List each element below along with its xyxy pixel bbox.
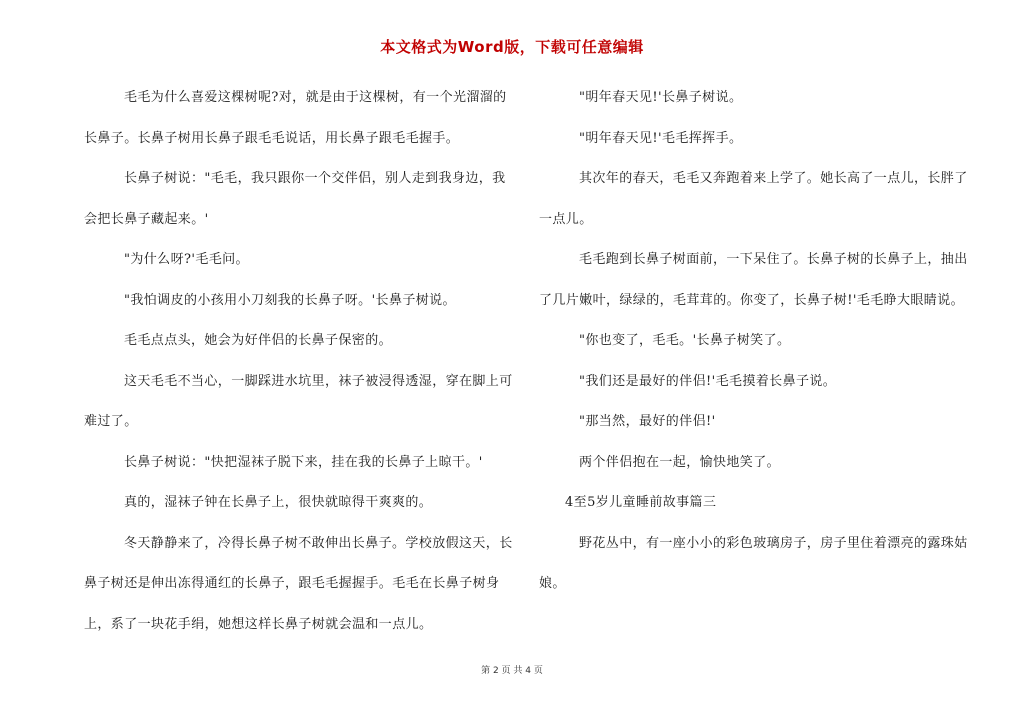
paragraph: 这天毛毛不当心，一脚踩进水坑里，袜子被浸得透湿，穿在脚上可难过了。: [84, 373, 513, 429]
paragraph: 野花丛中，有一座小小的彩色玻璃房子，房子里住着漂亮的露珠姑娘。: [539, 535, 968, 591]
paragraph: 长鼻子树说："快把湿袜子脱下来，挂在我的长鼻子上晾干。': [124, 454, 483, 470]
paragraph: 冬天静静来了，冷得长鼻子树不敢伸出长鼻子。学校放假这天，长鼻子树还是伸出冻得通红的长鼻子，跟毛毛握握手。毛毛在长鼻子树身上，系了一块花手绢，她想这样长鼻子树就会温和一点儿。: [84, 535, 513, 632]
paragraph: "我们还是最好的伴侣!'毛毛摸着长鼻子说。: [579, 373, 837, 389]
paragraph: 长鼻子树说："毛毛，我只跟你一个交伴侣，别人走到我身边，我会把长鼻子藏起来。': [84, 171, 506, 227]
paragraph: 其次年的春天，毛毛又奔跑着来上学了。她长高了一点儿，长胖了一点儿。: [539, 171, 968, 227]
paragraph: "你也变了，毛毛。'长鼻子树笑了。: [579, 333, 791, 348]
paragraph: 两个伴侣抱在一起，愉快地笑了。: [579, 454, 781, 470]
paragraph: "明年春天见!'毛毛挥挥手。: [579, 130, 743, 146]
paragraph: "那当然，最好的伴侣!': [579, 414, 716, 429]
paragraph: 毛毛跑到长鼻子树面前，一下呆住了。长鼻子树的长鼻子上，抽出了几片嫩叶，绿绿的，毛茸茸的。你变了，长鼻子树!'毛毛睁大眼睛说。: [539, 252, 968, 308]
paragraph: 毛毛点点头，她会为好伴侣的长鼻子保密的。: [124, 333, 393, 348]
document-banner: 本文格式为Word版，下载可任意编辑: [380, 38, 644, 56]
paragraph: "为什么呀?'毛毛问。: [124, 252, 249, 267]
left-column: [84, 78, 514, 645]
paragraph: "我怕调皮的小孩用小刀刻我的长鼻子呀。'长鼻子树说。: [124, 292, 456, 308]
paragraph: 真的，湿袜子钟在长鼻子上，很快就晾得干爽爽的。: [124, 495, 433, 510]
paragraph: "明年春天见!'长鼻子树说。: [579, 90, 743, 105]
page-number-footer: 第 2 页 共 4 页: [481, 666, 543, 676]
paragraph: 毛毛为什么喜爱这棵树呢?对，就是由于这棵树，有一个光溜溜的长鼻子。长鼻子树用长鼻子跟毛毛说话，用长鼻子跟毛毛握手。: [84, 90, 507, 146]
right-column: [539, 78, 969, 605]
section-heading: 4至5岁儿童睡前故事篇三: [565, 495, 717, 510]
